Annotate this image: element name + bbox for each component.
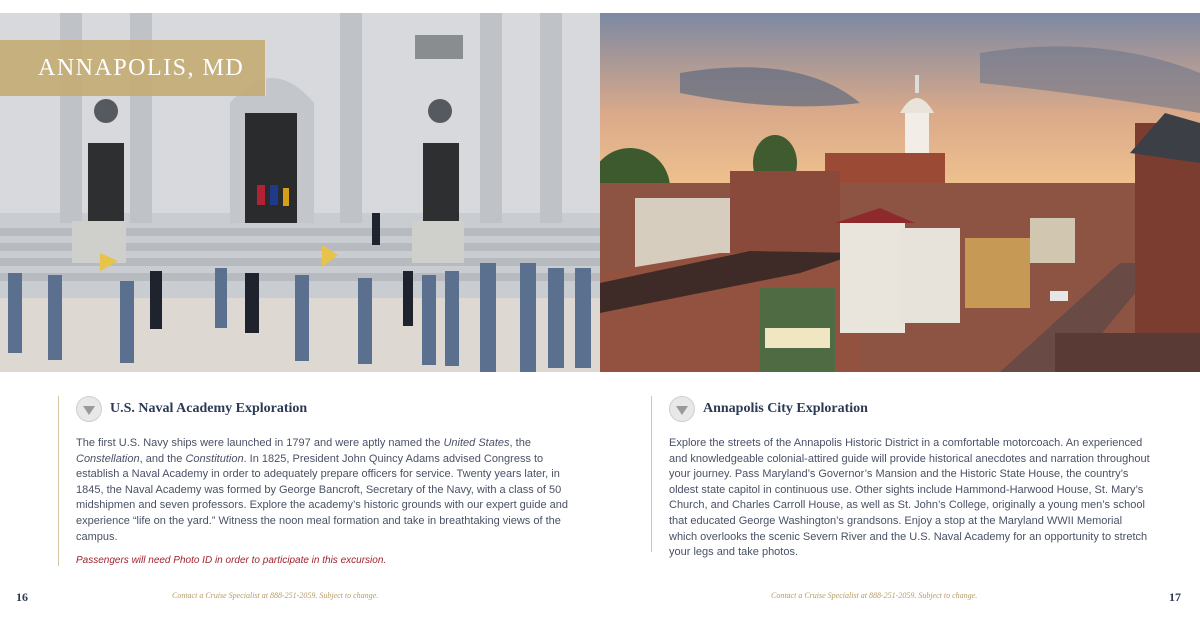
page-number-left: 16 [16,590,28,604]
contact-note-right: Contact a Cruise Specialist at 888-251-2059. Subject to change. [771,591,978,600]
annapolis-city-photo [600,13,1200,372]
photo-id-note: Passengers will need Photo ID in order to participate in this excursion. [76,555,387,567]
destination-banner [0,40,266,96]
section-title: U.S. Naval Academy Exploration [110,401,308,416]
page-number-right: 17 [1169,590,1181,604]
section-divider [58,396,59,566]
section-body: The first U.S. Navy ships were launched in 1797 and were aptly named the United States, the Constellation, and the Constitution. In 1825, President John Quincy Adams advised Congress to establish a Naval Academy in order to adequately prepare officers for service. Twenty years later, in 1845, the Naval Academy was formed by George Bancroft, Secretary of the Navy, with a class of 50 midshipmen and seven professors. Explore the academy’s historic grounds with our expert guide and experience “life on the yard.” Witness the noon meal formation and take in breathtaking views of the campus. [76,437,569,543]
naval-academy-section [58,396,578,566]
destination-title: ANNAPOLIS, MD [38,54,245,81]
section-body: Explore the streets of the Annapolis Historic District in a comfortable motorcoach. An experienced and knowledgeable colonial-attired guide will provide historical anecdotes and narration throughout your journey. Pass Maryland’s Governor’s Mansion and the Historic State House, the country’s oldest state capitol in continuous use. Other sights include Hammond-Harwood House, St. Mary’s Church, and Charles Carroll House, as well as St. John’s College, originally a young men’s school that educated George Washington’s grandsons. Enjoy a stop at the Maryland WWII Memorial which overlooks the scenic Severn River and the U.S. Naval Academy for an opportunity to stretch your legs and take photos. [669,437,1150,559]
city-exploration-section [651,396,1151,561]
contact-note-left: Contact a Cruise Specialist at 888-251-2059. Subject to change. [172,591,379,600]
diamond-badge-icon [76,396,102,422]
section-divider [651,396,652,552]
section-title: Annapolis City Exploration [703,401,868,416]
diamond-badge-icon [669,396,695,422]
annapolis-city-illustration [600,13,1200,372]
